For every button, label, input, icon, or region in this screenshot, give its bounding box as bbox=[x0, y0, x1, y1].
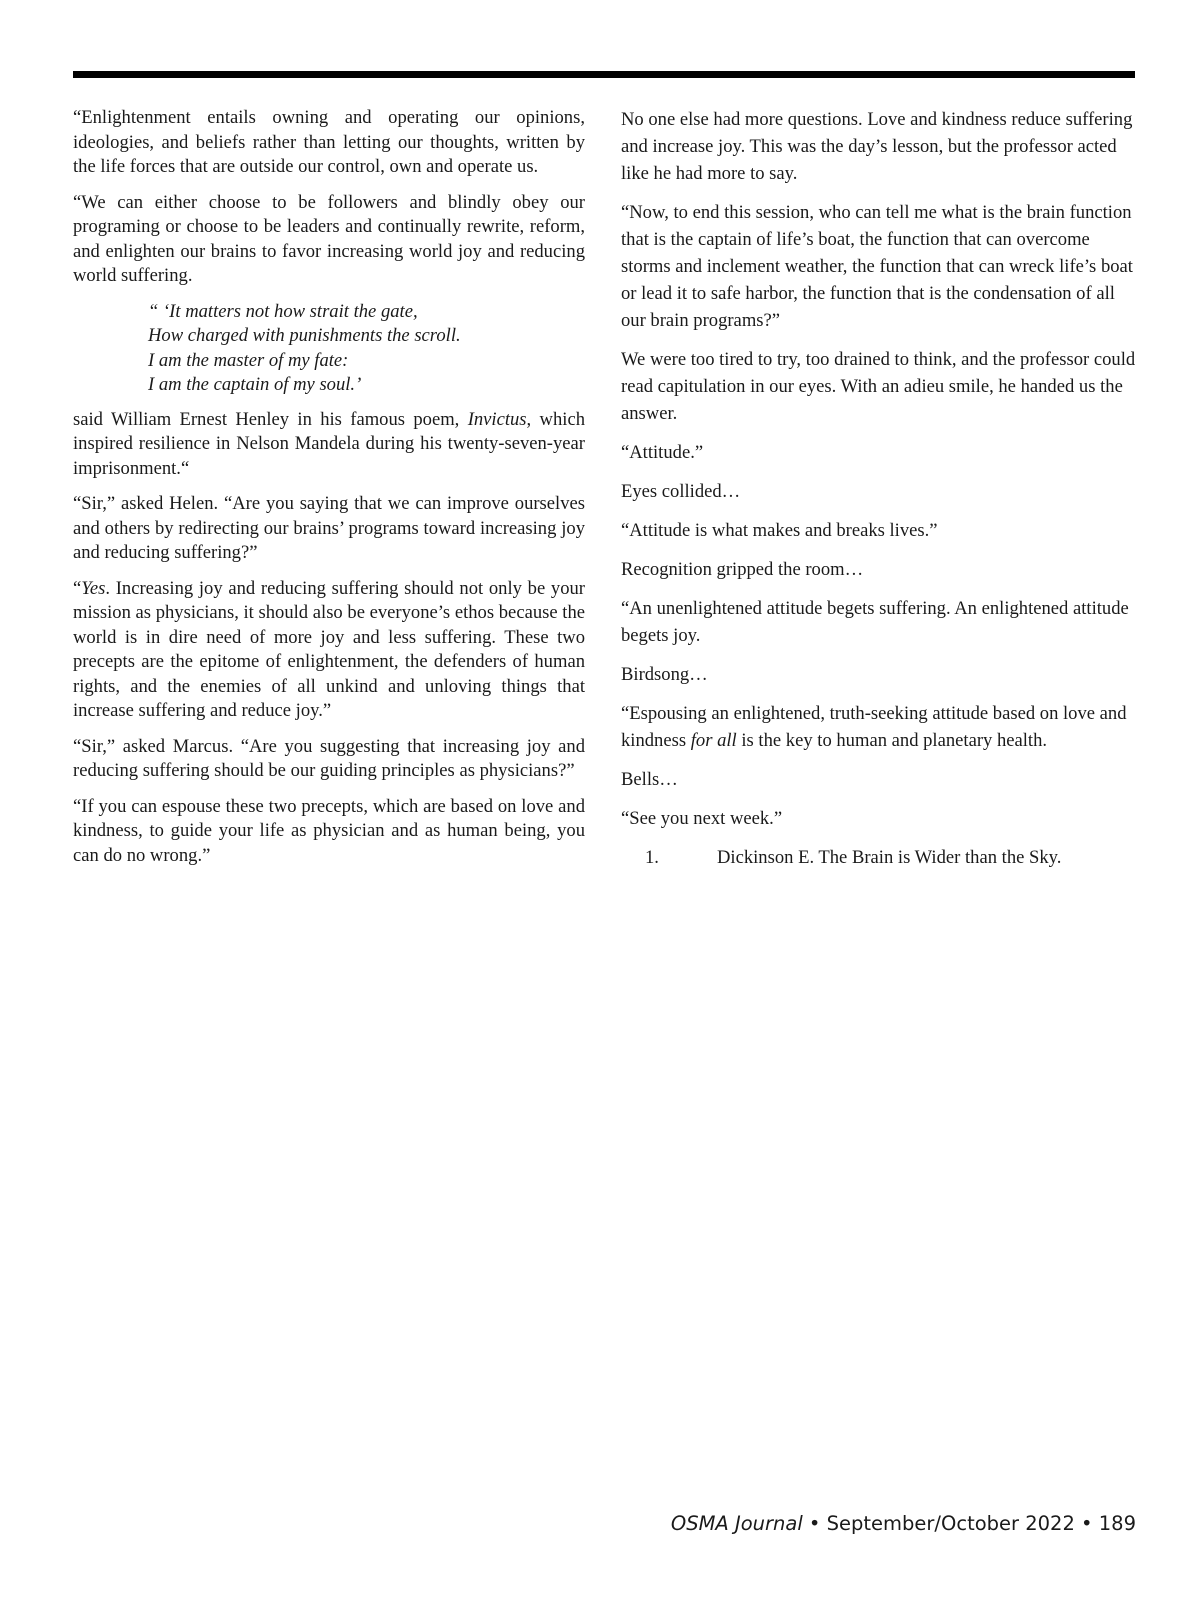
page-number: 189 bbox=[1098, 1512, 1136, 1535]
text-run: . Increasing joy and reducing suffering should not only be your mission as physicians, it should also be everyone’s ethos because the world is in dire need of more joy and less suffering. These two precepts are the epitome of enlightenment, the defenders of human rights, and the enemies of all unkind and unloving things that increase suffering and reduce joy.” bbox=[73, 577, 585, 721]
paragraph bbox=[73, 577, 585, 724]
paragraph: We were too tired to try, too drained to think, and the professor could read capitulation in our eyes. With an adieu smile, he handed us the answer. bbox=[621, 349, 1136, 424]
poem-line: How charged with punishments the scroll. bbox=[148, 325, 461, 346]
paragraph: “Attitude is what makes and breaks lives.” bbox=[621, 520, 938, 541]
paragraph: “We can either choose to be followers and blindly obey our programing or choose to be leaders and continually rewrite, reform, and enlighten our brains to favor increasing world joy and reducing world suffering. bbox=[73, 191, 585, 286]
paragraph bbox=[73, 408, 585, 482]
paragraph: Bells… bbox=[621, 769, 678, 790]
paragraph: “If you can espouse these two precepts, which are based on love and kindness, to guide your life as physician and as human being, you can do no wrong.” bbox=[73, 795, 585, 866]
paragraph: Birdsong… bbox=[621, 664, 708, 685]
journal-name: OSMA Journal bbox=[670, 1512, 803, 1535]
paragraph: Eyes collided… bbox=[621, 481, 741, 502]
paragraph: “Now, to end this session, who can tell me what is the brain function that is the captain of life’s boat, the function that can overcome storms and inclement weather, the function that can wreck life’s boat or lead it to safe harbor, the function that is the condensation of all our brain programs?” bbox=[621, 202, 1133, 331]
header-rule bbox=[73, 71, 1135, 78]
paragraph: No one else had more questions. Love and kindness reduce suffering and increase joy. This was the day’s lesson, but the professor acted like he had more to say. bbox=[621, 109, 1133, 184]
left-column bbox=[73, 106, 585, 879]
paragraph bbox=[621, 700, 1136, 754]
paragraph: “Enlightenment entails owning and operating our opinions, ideologies, and beliefs rather than letting our thoughts, written by the life forces that are outside our control, own and operate us. bbox=[73, 107, 585, 177]
text-run: “ bbox=[73, 577, 82, 599]
poem-quote bbox=[148, 300, 585, 398]
paragraph: Recognition gripped the room… bbox=[621, 559, 864, 580]
paragraph: “Sir,” asked Marcus. “Are you suggesting that increasing joy and reducing suffering should be our guiding principles as physicians?” bbox=[73, 735, 585, 781]
poem-line: “ ‘It matters not how strait the gate, bbox=[148, 300, 418, 322]
text-run: , which inspired resilience in Nelson Mandela during his twenty-seven-year imprisonment.“ bbox=[73, 408, 585, 479]
reference-item bbox=[645, 844, 1136, 871]
paragraph: “An unenlightened attitude begets suffering. An enlightened attitude begets joy. bbox=[621, 598, 1129, 646]
footer-separator: • bbox=[802, 1512, 827, 1535]
poem-title: Invictus bbox=[467, 408, 527, 430]
poem-line: I am the master of my fate: bbox=[148, 349, 349, 371]
reference-text: Dickinson E. The Brain is Wider than the Sky. bbox=[717, 847, 1062, 868]
emphasis: Yes bbox=[81, 577, 106, 599]
right-column bbox=[621, 106, 1136, 871]
text-run: said William Ernest Henley in his famous poem, bbox=[73, 408, 468, 430]
reference-number: 1. bbox=[645, 847, 659, 868]
text-run: is the key to human and planetary health. bbox=[736, 730, 1048, 751]
reference-list bbox=[621, 844, 1136, 871]
issue-date: September/October 2022 bbox=[826, 1512, 1075, 1535]
emphasis: for all bbox=[690, 730, 737, 751]
page-footer bbox=[671, 1512, 1136, 1535]
paragraph: “Attitude.” bbox=[621, 442, 704, 463]
text-run: “Espousing an enlightened, truth-seeking attitude based on love and kindness bbox=[621, 703, 1127, 751]
paragraph: “See you next week.” bbox=[621, 808, 783, 829]
paragraph: “Sir,” asked Helen. “Are you saying that we can improve ourselves and others by redirecting our brains’ programs toward increasing joy and reducing suffering?” bbox=[73, 493, 585, 563]
footer-separator: • bbox=[1074, 1512, 1099, 1535]
poem-line: I am the captain of my soul.’ bbox=[148, 374, 362, 395]
